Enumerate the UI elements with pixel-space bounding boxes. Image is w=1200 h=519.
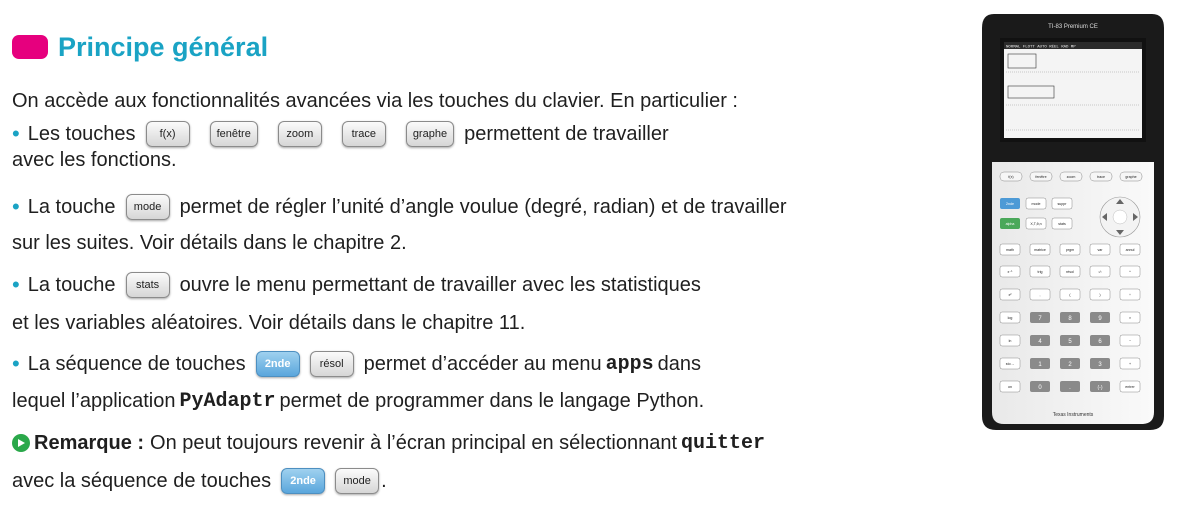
calc-key-zoom: zoom	[1066, 175, 1076, 179]
bullet-1-line2	[12, 143, 177, 177]
remark-line2	[12, 464, 387, 498]
key-2nde: 2nde	[256, 351, 300, 377]
svg-text:8: 8	[1068, 316, 1072, 322]
svg-text:): )	[1099, 293, 1101, 297]
key-fx: f(x)	[146, 121, 190, 147]
svg-text:7: 7	[1038, 316, 1042, 322]
key-zoom: zoom	[278, 121, 322, 147]
bullet-3-line2-text: et les variables aléatoires. Voir détails dans le chapitre 11.	[12, 311, 526, 334]
bullet-4-line2-pre: lequel l’application	[12, 389, 176, 412]
bullet-dot: •	[12, 121, 20, 146]
svg-text:prgm: prgm	[1065, 248, 1075, 252]
calc-key-graphe: graphe	[1125, 175, 1137, 179]
bullet-2-line2-text: sur les suites. Voir détails dans le chapitre 2.	[12, 231, 407, 254]
svg-text:.: .	[1069, 385, 1071, 391]
calculator-status-bar: NORMAL FLOTT AUTO RÉEL RAD MP	[1006, 45, 1076, 50]
bullet-3-suffix: ouvre le menu permettant de travailler avec les statistiques	[179, 273, 701, 296]
svg-text:matrice: matrice	[1034, 248, 1046, 252]
svg-text:,: ,	[1039, 293, 1041, 297]
svg-text:(: (	[1069, 293, 1071, 297]
svg-text:4: 4	[1038, 339, 1042, 345]
bullet-4-line2	[12, 384, 704, 418]
bullet-4-prefix: La séquence de touches	[27, 352, 246, 375]
svg-text:▫/▫: ▫/▫	[1098, 270, 1102, 274]
svg-text:var: var	[1097, 248, 1103, 252]
calc-key-mode: mode	[1031, 202, 1041, 206]
bullet-3	[12, 268, 701, 302]
svg-text:×: ×	[1128, 316, 1132, 320]
svg-text:9: 9	[1098, 316, 1102, 322]
svg-text:on: on	[1008, 385, 1012, 389]
svg-text:1: 1	[1038, 362, 1042, 368]
code-quitter: quitter	[681, 431, 766, 455]
remark-text: On peut toujours revenir à l’écran principal en sélectionnant	[150, 431, 678, 454]
svg-text:2: 2	[1068, 362, 1072, 368]
calc-key-xtn: X,T,θ,n	[1030, 222, 1042, 226]
bullet-3-prefix: La touche	[27, 273, 116, 296]
svg-text:3: 3	[1098, 362, 1102, 368]
svg-text:annul: annul	[1125, 248, 1135, 252]
svg-text:ln: ln	[1008, 339, 1012, 343]
svg-text:log: log	[1007, 316, 1013, 320]
bullet-1-line2-text: avec les fonctions.	[12, 148, 177, 171]
svg-text:x²: x²	[1008, 293, 1012, 297]
svg-text:x⁻¹: x⁻¹	[1007, 270, 1013, 274]
calc-key-trace: trace	[1097, 175, 1105, 179]
key-2nde: 2nde	[281, 468, 325, 494]
calc-key-suppr: suppr	[1057, 202, 1067, 206]
svg-text:résol: résol	[1066, 270, 1074, 274]
key-resol: résol	[310, 351, 354, 377]
svg-text:^: ^	[1129, 270, 1131, 274]
remark-end: .	[381, 469, 387, 492]
svg-text:math: math	[1006, 248, 1014, 252]
key-trace: trace	[342, 121, 386, 147]
svg-text:−: −	[1128, 339, 1132, 343]
bullet-dot: •	[12, 351, 20, 376]
remark	[12, 426, 769, 460]
intro-text: On accède aux fonctionnalités avancées via les touches du clavier. En particulier :	[12, 89, 738, 112]
key-graphe: graphe	[406, 121, 454, 147]
svg-text:trig: trig	[1037, 270, 1043, 274]
bullet-2-line2	[12, 226, 407, 260]
code-pyadaptr: PyAdaptr	[179, 389, 276, 413]
svg-text:5: 5	[1068, 339, 1072, 345]
calc-key-stats: stats	[1058, 222, 1066, 226]
bullet-4-suffix: permet d’accéder au menu	[363, 352, 602, 375]
svg-text:(-): (-)	[1097, 385, 1103, 391]
key-stats: stats	[126, 272, 170, 298]
bullet-dot: •	[12, 194, 20, 219]
key-mode: mode	[126, 194, 170, 220]
play-icon	[12, 434, 30, 452]
calculator-brand: Texas Instruments	[1052, 412, 1094, 418]
calc-key-fenetre: fenêtre	[1035, 175, 1047, 179]
bullet-4-line2-post: permet de programmer dans le langage Python.	[279, 389, 705, 412]
section-title: Principe général	[58, 31, 269, 62]
bullet-4	[12, 347, 701, 381]
bullet-4-suffix2: dans	[657, 352, 701, 375]
remark-line2-text: avec la séquence de touches	[12, 469, 272, 492]
svg-text:+: +	[1128, 362, 1132, 366]
svg-text:6: 6	[1098, 339, 1102, 345]
key-mode: mode	[335, 468, 379, 494]
calculator-image	[980, 12, 1166, 432]
bullet-1-prefix: Les touches	[27, 122, 136, 145]
remark-label: Remarque :	[34, 431, 145, 454]
key-fenetre: fenêtre	[210, 121, 258, 147]
bullet-2-suffix: permet de régler l’unité d’angle voulue (degré, radian) et de travailler	[179, 195, 787, 218]
section-marker	[12, 35, 48, 59]
intro-paragraph	[12, 84, 738, 118]
bullet-2-prefix: La touche	[27, 195, 116, 218]
svg-text:÷: ÷	[1129, 293, 1131, 297]
svg-text:sto→: sto→	[1005, 362, 1015, 366]
svg-text:entrer: entrer	[1125, 385, 1135, 389]
calc-key-fx: f(x)	[1008, 175, 1014, 179]
code-apps: apps	[605, 352, 654, 376]
bullet-1-suffix: permettent de travailler	[464, 122, 669, 145]
bullet-2	[12, 190, 787, 224]
bullet-dot: •	[12, 272, 20, 297]
bullet-3-line2	[12, 306, 525, 340]
calc-key-alpha: alpha	[1005, 222, 1015, 226]
section-heading	[12, 30, 268, 64]
calc-key-2nde: 2nde	[1006, 202, 1014, 206]
calculator-model: TI-83 Premium CE	[1048, 24, 1098, 30]
svg-text:0: 0	[1038, 385, 1042, 391]
